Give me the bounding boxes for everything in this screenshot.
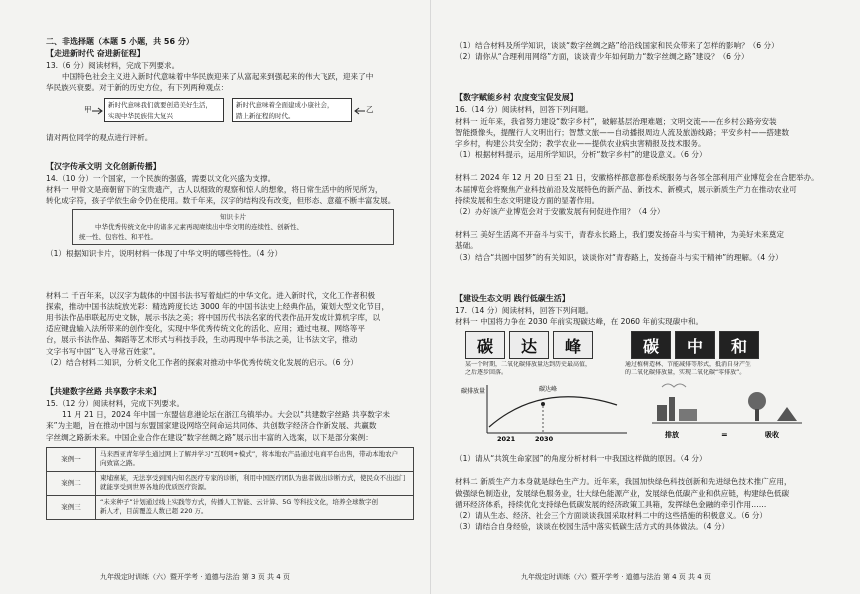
question-14-heading: 14.（10 分）一个国家，一个民族的强盛，需要以文化兴盛为支撑。	[46, 173, 276, 183]
page-footer: 九年级定时训练（六）暨开学考 · 道德与法治 第 3 页 共 4 页	[100, 573, 290, 581]
material-text: 文字书写中国“飞入寻常百姓家”。	[46, 346, 161, 356]
module-heading: 【数字赋能乡村 农度变宝促发展】	[455, 93, 578, 103]
chimney-icon	[669, 397, 675, 421]
tree-icon	[748, 392, 766, 410]
material-text: 材料三 美好生活离不开奋斗与实干，青春永长路上，我们要发扬奋斗与实干精神，为美好未来奠定	[455, 230, 784, 240]
paragraph: 华民族兴衰要。对于新的历史方位，有下列两种观点：	[46, 83, 229, 93]
module-heading: 【走进新时代 奋进新征程】	[46, 49, 145, 58]
table-row	[47, 447, 414, 471]
smoke-icon	[662, 384, 686, 387]
arrow-left-icon	[353, 107, 365, 115]
question-prompt: 请对两位同学的观点进行评析。	[46, 132, 153, 142]
caption-line: 的二氧化碳排放量，实现二氧化碳“零排放”。	[625, 369, 746, 377]
viewpoint-a-line: 实现中华民族伟大复兴	[108, 111, 173, 120]
carbon-neutral-tiles	[631, 331, 759, 359]
material-text: 材料一 近年来，我省努力建设“数字乡村”，破解基层治理难题；文明交流——在乡村公路旁安装	[455, 116, 777, 126]
question-prompt: （3）请结合自身经验，谈谈在校园生活中落实低碳生活方式的具体做法。（4 分）	[455, 522, 730, 532]
peak-label: 碳达峰	[539, 386, 558, 394]
paragraph: 中国特色社会主义进入新时代意味着中华民族迎来了从富起来到强起来的伟大飞跃，迎来了中	[62, 72, 374, 82]
caption-line: 通过植树造林、节能减排等形式，抵消自身产生	[625, 361, 752, 369]
tile: 峰	[553, 331, 593, 359]
carbon-tiles	[465, 331, 824, 359]
x-tick-label: 2021	[497, 435, 516, 444]
material-text: 本届博览会将聚焦产业科技前沿及发展特色的新产品、新技术、新模式，展示新质生产力在推动农业可	[455, 184, 797, 194]
material-text: 探索，推动中国书法绽放光彩：精选跨度长达 3000 年的中国书法史上经典作品，策划大型文化节目，	[46, 301, 390, 311]
arrow-right-icon	[92, 107, 104, 115]
viewpoint-b-line: 踏上新征程的时代。	[236, 111, 295, 120]
case-text-line: 马来西亚青年学生通过网上了解并学习“互联网+模式”，将本地农产品通过电商平台出售，带动本地农户	[100, 449, 399, 458]
house-icon	[777, 407, 797, 421]
material-text: 做强绿色制造业，发展绿色服务业，壮大绿色能源产业，发展绿色低碳产业和供应链，构建绿色低碳	[455, 488, 790, 498]
case-label: 案例一	[47, 447, 96, 471]
knowledge-card-text: 统一性、包容性、和平性。	[79, 233, 157, 242]
case-text-line: “未来种子”计划通过线上实践等方式，传播人工智能、云计算、5G 等科技文化，培养全球数字创	[100, 497, 378, 506]
tile: 碳	[631, 331, 671, 359]
label-jia: 甲	[84, 104, 92, 114]
module-heading: 【建设生态文明 践行低碳生活】	[455, 293, 570, 303]
question-prompt: （2）请从生态、经济、社会三个方面谈谈我国采取材料二中的这些措施的积极意义。（6 分）	[455, 511, 768, 521]
label-yi: 乙	[366, 104, 374, 114]
carbon-peak-tiles	[465, 331, 593, 359]
case-label: 案例三	[47, 495, 96, 519]
page-footer: 九年级定时训练（六）暨开学考 · 道德与法治 第 4 页 共 4 页	[521, 573, 711, 581]
material-text: 循环经济体系，持续优化支持绿色低碳发展的经济政策工具箱，发挥绿色金融的牵引作用……	[455, 499, 767, 509]
case-text-line: 就能享受到世界各地的优质医疗资源。	[100, 483, 211, 492]
tile: 达	[509, 331, 549, 359]
knowledge-card-text: 中华优秀传统文化中的诸多元素再现赓续出中华文明的连续性、创新性、	[95, 223, 303, 232]
paragraph: 来”为主题，旨在推动中国与东盟国家建设网络空间命运共同体、共创数字经济合作新发展、共赢数	[46, 421, 377, 431]
question-prompt: （2）办好该产业博览会对于安徽发展有何促进作用？（4 分）	[455, 207, 665, 217]
case-text	[96, 447, 414, 471]
caption-line: 之后逐步回落。	[465, 369, 508, 377]
emission-curve	[489, 397, 617, 427]
material-text: 材料二 新质生产力本身就是绿色生产力。近年来，我国加快绿色科技创新和先进绿色技术推广应用，	[455, 477, 792, 487]
case-text	[96, 471, 414, 495]
carbon-neutral-caption	[625, 361, 775, 377]
viewpoint-diagram	[46, 96, 414, 126]
building-icon	[679, 409, 697, 421]
material-text: 持续发展和生态文明建设方面的显著作用。	[455, 195, 600, 205]
tile: 和	[719, 331, 759, 359]
material-text: 材料一 甲骨文是商朝留下的宝贵遗产，古人以细致的观察和惊人的想象，将日常生活中的所见所为，	[46, 185, 383, 195]
caption-line: 某一个时期，二氧化碳排放量达到历史最高值，	[465, 361, 592, 369]
material-text: 用书法作品串联起历史文脉，展示书法之美；将中国历代书法名家的代表作品开发成计算机字库，以	[46, 313, 381, 323]
viewpoint-box-b	[232, 98, 352, 122]
emission-label: 排放	[665, 431, 679, 440]
material-text: 智能摄像头，提醒行人文明出行；智慧文旅——自动播报周边人流及旅游线路；平安乡村——搭建数	[455, 127, 790, 137]
question-15-heading: 15.（12 分）阅读材料，完成下列要求。	[46, 399, 185, 409]
tile: 碳	[465, 331, 505, 359]
module-heading: 【汉字传承文明 文化创新传播】	[46, 161, 161, 171]
viewpoint-a-line: 新时代意味我们就要创造美好生活，	[108, 100, 212, 109]
paragraph: 字丝绸之路新未来。中国企业合作在建设“数字丝绸之路”展示出丰富的入选案，以下是部分案例：	[46, 432, 373, 442]
question-17-heading: 17.（14 分）阅读材料，回答下列问题。	[455, 305, 594, 315]
carbon-peak-curve	[461, 385, 627, 443]
table-row	[47, 471, 414, 495]
case-text-line: 向致富之路。	[100, 459, 139, 468]
equals-label: =	[721, 430, 728, 440]
material-text: 基础。	[455, 241, 478, 251]
section-heading: 二、非选择题（本题 5 小题，共 56 分）	[46, 37, 194, 46]
tile: 中	[675, 331, 715, 359]
question-prompt: （1）结合材料及所学知识，谈谈“数字丝绸之路”给沿线国家和民众带来了怎样的影响？（6 分）	[455, 41, 779, 50]
material-text: 材料二 千百年来，以汉字为载体的中国书法书写着灿烂的中华文化。进入新时代，文化工作者积极	[46, 290, 375, 300]
question-prompt: （1）根据知识卡片，说明材料一体现了中华文明的哪些特性。（4 分）	[46, 249, 283, 259]
x-tick-label: 2030	[535, 435, 554, 444]
tile-captions	[465, 361, 824, 377]
material-text: 台，展示书法作品、舞蹈等艺术形式与科技手段，生动再现中华书法之美，让书法文字，推动	[46, 335, 358, 345]
material-text: 材料一 中国将力争在 2030 年前实现碳达峰，在 2060 年前实现碳中和。	[455, 317, 704, 327]
knowledge-card	[72, 209, 394, 245]
table-row	[47, 495, 414, 519]
peak-point	[541, 402, 545, 406]
factory-icon	[657, 405, 667, 421]
case-text-line: 柬埔寨某，无法享受到国内知名医疗专家的诊断，利用中国医疗团队为患者做出诊断方式，使民众不出远门	[100, 473, 406, 482]
carbon-neutral-scene	[652, 384, 802, 439]
paragraph: 11 月 21 日，2024 年中国一东盟信息港论坛在浙江乌镇举办。大会以“共建数字丝路 共享数字未	[62, 410, 391, 420]
question-prompt: （1）请从“共筑生命家园”的角度分析材料一中我国这样做的原因。（4 分）	[455, 454, 707, 464]
tree-trunk-icon	[755, 409, 759, 421]
viewpoint-box-a	[104, 98, 224, 122]
carbon-peak-caption	[465, 361, 605, 377]
question-prompt: （3）结合“共圆中国梦”的有关知识，谈谈你对“青春路上，发扬奋斗与实干精神”的理解。（4 分）	[455, 252, 783, 262]
carbon-illustration	[457, 379, 827, 443]
knowledge-card-title: 知识卡片	[220, 213, 246, 222]
material-text: 转化成字符，孩子学依生命令仍在使用。数千年来，汉字的结构没有改变，但形态、意蕴不断丰富发展。	[46, 196, 396, 206]
material-text: 字乡村，构建公共安全防；教学农业——提供农业病虫害精报及技术服务。	[455, 139, 706, 149]
material-text: 适应键盘输入法所带来的创作变化，实现中华优秀传统文化的活化、应用；通过电视、网络等平	[46, 324, 365, 334]
case-text-line: 新人才，目前覆盖人数已超 220 万。	[100, 507, 208, 516]
exam-page-4	[430, 0, 860, 594]
question-16-heading: 16.（14 分）阅读材料，回答下列问题。	[455, 105, 594, 115]
case-text	[96, 495, 414, 519]
viewpoint-b-line: 新时代意味着全面建成小康社会，	[236, 100, 334, 109]
material-text: 材料二 2024 年 12 月 20 日至 21 日，安徽格样都意都卷系统服务与各邻全部利用产业博览会在合肥举办。	[455, 173, 819, 183]
question-prompt: （2）请你从“合理利用网络”方面，谈谈青少年如何助力“数字丝绸之路”建设？（6 分）	[455, 52, 749, 62]
case-table	[46, 447, 414, 520]
question-prompt: （2）结合材料二知识，分析文化工作者的探索对推动中华优秀传统文化发展的启示。（6 分）	[46, 357, 359, 367]
question-prompt: （1）根据材料提示，运用所学知识，分析“数字乡村”的建设意义。（6 分）	[455, 150, 707, 160]
module-heading: 【共建数字丝路 共享数字未来】	[46, 387, 161, 397]
y-axis-label: 碳排放量	[461, 388, 486, 396]
question-13-heading: 13.（6 分）阅读材料，完成下列要求。	[46, 61, 180, 70]
absorption-label: 吸收	[765, 431, 779, 440]
case-label: 案例二	[47, 471, 96, 495]
